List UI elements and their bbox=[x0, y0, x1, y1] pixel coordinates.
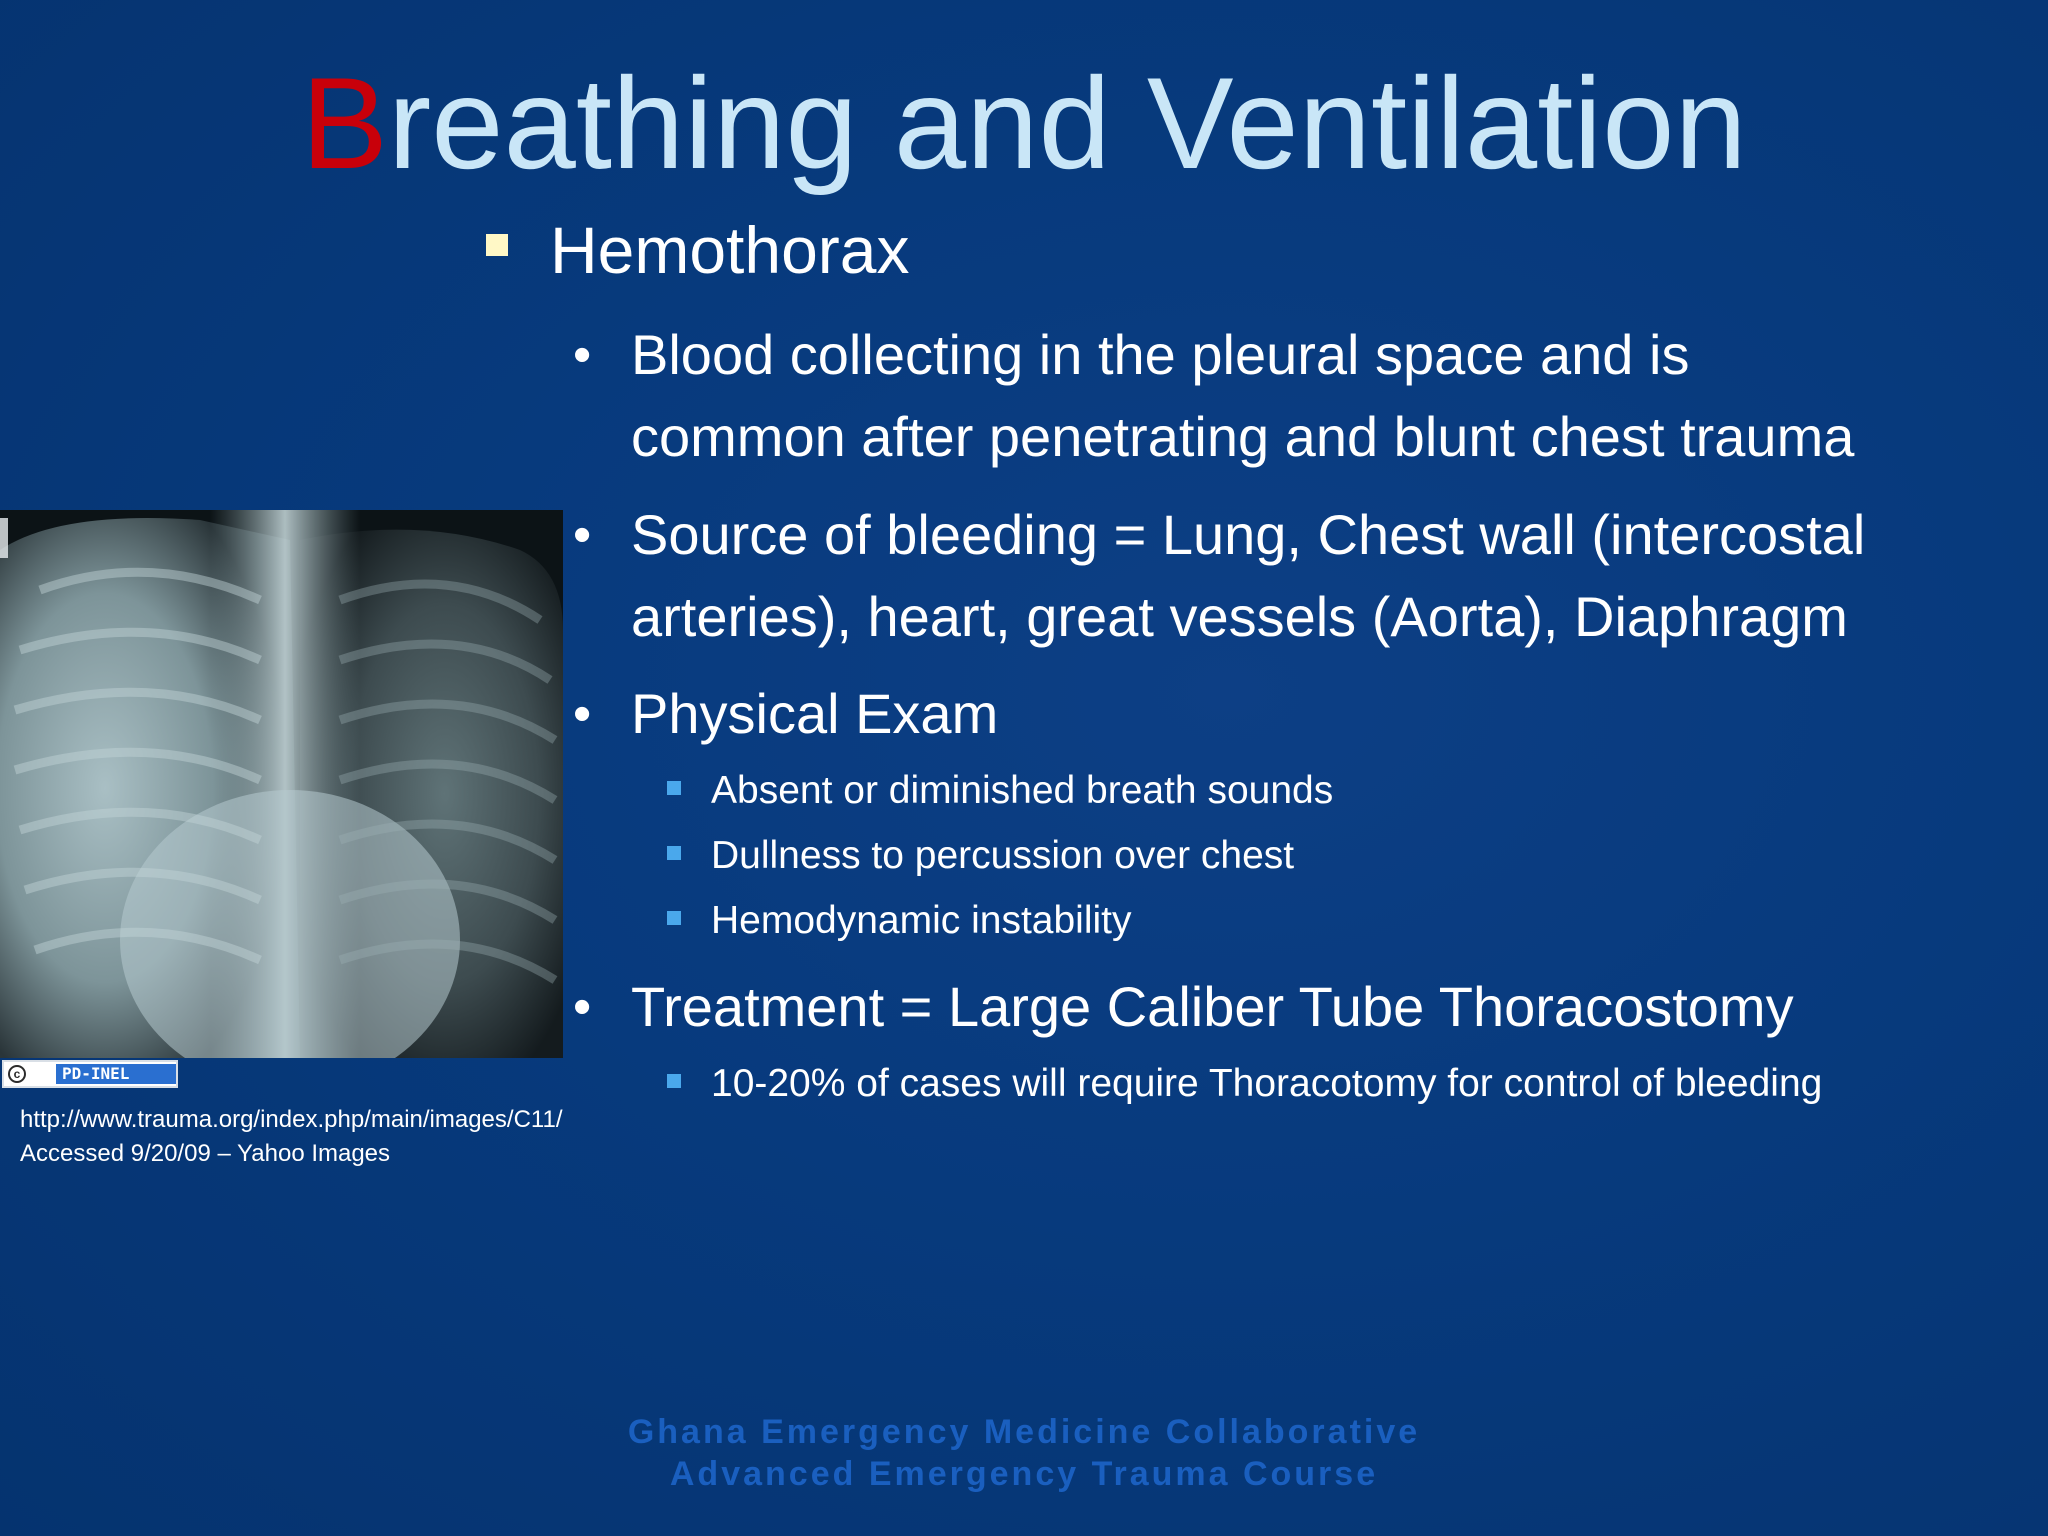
round-bullet-icon: • bbox=[573, 506, 592, 564]
image-access-note: Accessed 9/20/09 – Yahoo Images bbox=[20, 1140, 391, 1167]
bullet-point bbox=[573, 673, 999, 755]
footer-organization: Ghana Emergency Medicine Collaborative bbox=[627, 1413, 1421, 1451]
topic-heading: Hemothorax bbox=[550, 213, 910, 287]
bullet-text: Source of bleeding = Lung, Chest wall (intercostal bbox=[631, 503, 1866, 566]
image-source-url: http://www.trauma.org/index.php/main/images/C11/ bbox=[20, 1106, 563, 1133]
copyright-icon: c bbox=[8, 1065, 26, 1083]
square-bullet-icon bbox=[667, 1074, 681, 1088]
bullet-text: common after penetrating and blunt chest trauma bbox=[631, 405, 1855, 468]
bullet-point bbox=[573, 966, 1794, 1048]
bullet-text: Blood collecting in the pleural space and is bbox=[631, 323, 1690, 386]
square-bullet-icon bbox=[667, 911, 681, 925]
title-rest: reathing and Ventilation bbox=[387, 50, 1747, 196]
license-label: PD-INEL bbox=[56, 1064, 176, 1084]
slide-title bbox=[0, 48, 2048, 198]
bullet-text: Physical Exam bbox=[631, 682, 999, 745]
sub-bullet bbox=[711, 1059, 1822, 1109]
topic-bullet bbox=[550, 210, 910, 290]
footer-course: Advanced Emergency Trauma Course bbox=[669, 1455, 1379, 1493]
round-bullet-icon: • bbox=[573, 978, 592, 1036]
round-bullet-icon: • bbox=[573, 685, 592, 743]
bullet-point bbox=[573, 314, 1690, 396]
square-bullet-icon bbox=[486, 234, 508, 256]
bullet-text: arteries), heart, great vessels (Aorta), Diaphragm bbox=[631, 585, 1848, 648]
chest-xray-image bbox=[0, 510, 563, 1058]
square-bullet-icon bbox=[667, 846, 681, 860]
bullet-point bbox=[573, 494, 1866, 576]
bullet-continuation bbox=[631, 576, 1848, 658]
title-initial: B bbox=[301, 50, 388, 196]
round-bullet-icon: • bbox=[573, 326, 592, 384]
sub-bullet bbox=[711, 896, 1132, 946]
xray-drawing bbox=[0, 510, 563, 1058]
sub-bullet bbox=[711, 831, 1294, 881]
sub-bullet-text: Absent or diminished breath sounds bbox=[711, 769, 1334, 812]
sub-bullet-text: Dullness to percussion over chest bbox=[711, 834, 1295, 877]
sub-bullet bbox=[711, 766, 1333, 816]
sub-bullet-text: Hemodynamic instability bbox=[711, 899, 1132, 942]
license-badge bbox=[2, 1060, 178, 1088]
sub-bullet-text: 10-20% of cases will require Thoracotomy for control of bleeding bbox=[711, 1062, 1823, 1105]
bullet-text: Treatment = Large Caliber Tube Thoracostomy bbox=[631, 975, 1794, 1038]
square-bullet-icon bbox=[667, 781, 681, 795]
bullet-continuation bbox=[631, 396, 1854, 478]
